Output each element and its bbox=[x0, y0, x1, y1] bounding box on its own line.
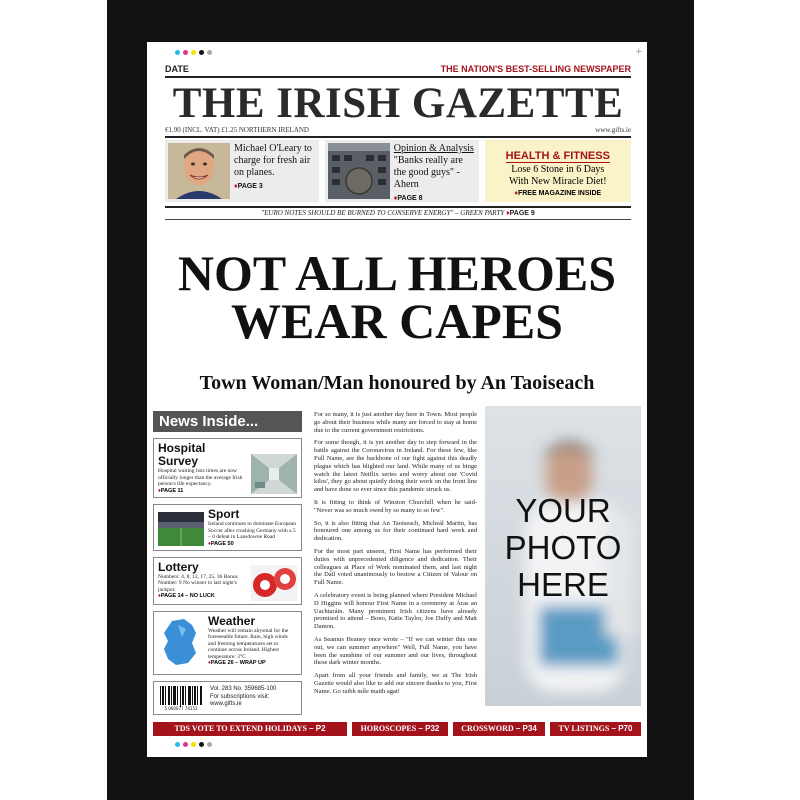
sidebar-item-page: ♦PAGE 26 – WRAP UP bbox=[208, 660, 266, 666]
newspaper-title: THE IRISH GAZETTE bbox=[172, 80, 624, 127]
main-headline bbox=[157, 245, 637, 349]
sidebar-item-hospital[interactable] bbox=[153, 438, 302, 498]
sidebar-item-body: Weather will remain abysmal for the foreseeable future. Rain, high winds and freezing temperatures set to continue across Ireland. Highest temperature: 3°C bbox=[208, 627, 289, 660]
stadium-image bbox=[158, 512, 204, 546]
news-inside-sidebar bbox=[153, 411, 302, 717]
teaser-page-ref: ♦FREE MAGAZINE INSIDE bbox=[514, 190, 602, 197]
subheadline: Town Woman/Man honoured by An Taoiseach bbox=[199, 372, 595, 394]
quote-text: "EURO NOTES SHOULD BE BURNED TO CONSERVE ENERGY" bbox=[261, 209, 454, 217]
footer-item-tv-listings[interactable]: TV LISTINGS – P70 bbox=[550, 722, 641, 736]
newspaper-page bbox=[147, 42, 647, 757]
teaser-text: "Banks really are the good guys" - Ahern bbox=[393, 155, 463, 190]
quote-page-ref: ♦PAGE 9 bbox=[506, 210, 535, 217]
teaser-oleary[interactable] bbox=[165, 140, 319, 202]
teaser-opinion[interactable] bbox=[325, 140, 479, 202]
teaser-title: HEALTH & FITNESS bbox=[505, 150, 610, 162]
article-paragraph: For the most part unseen, First Name has performed their duties with unprecedented diligence and dedication. Their colleagues at Place of Work nominated them, and last night the Dáil voted unanimously to bestow a Citizen of Valour on Full Name. bbox=[314, 547, 477, 587]
teaser-page-ref: ♦PAGE 8 bbox=[393, 195, 423, 202]
footer-item-horoscopes[interactable]: HOROSCOPES – P32 bbox=[352, 722, 448, 736]
footer-item-holidays[interactable]: TDS VOTE TO EXTEND HOLIDAYS – P2 bbox=[153, 722, 347, 736]
sidebar-item-sport[interactable] bbox=[153, 504, 302, 551]
teaser-page-ref: ♦PAGE 3 bbox=[234, 183, 263, 190]
subscribe-url: www.gifts.ie bbox=[210, 701, 242, 708]
portrait-thumbnail bbox=[168, 143, 230, 199]
color-registration-marks-top bbox=[175, 50, 212, 55]
sidebar-item-body: Numbers: 4, 8, 12, 17, 25, 36 Bonus Number: 9 No winner in last night's jackpot. bbox=[158, 573, 238, 593]
sidebar-item-lottery[interactable] bbox=[153, 557, 302, 605]
crop-mark-icon: + bbox=[635, 47, 643, 57]
teaser-line-1: Lose 6 Stone in 6 Days bbox=[511, 164, 605, 175]
building-thumbnail bbox=[328, 143, 390, 199]
volume-text: Vol. 283 No. 359685-100 bbox=[210, 686, 277, 693]
article-paragraph: As Seamus Heaney once wrote – "If we can winter this one out, we can summer anywhere" Well, Full Name, you have been the sunshine of our summer and our lives, throughout these dark winter months. bbox=[314, 635, 477, 667]
quote-source: – GREEN PARTY bbox=[453, 209, 507, 217]
article-paragraph: It is fitting to think of Winston Churchill when he said- "Never was so much owed by so many to so few". bbox=[314, 498, 477, 514]
teaser-line-2: With New Miracle Diet! bbox=[508, 176, 607, 187]
barcode-icon bbox=[158, 685, 204, 711]
sidebar-item-page: ♦PAGE 14 – NO LUCK bbox=[158, 593, 215, 599]
top-line bbox=[165, 64, 631, 74]
article-paragraph: A celebratory event is being planned where President Michael D Higgins will honour First Name in a ceremony at Áras an Uachtaráin. Many prominent Irish citizens have already promised to attend – Bono, Katie Taylor, Joe Duffy and Matt Damon. bbox=[314, 591, 477, 631]
website-text: www.gifts.ie bbox=[595, 126, 631, 134]
masthead-rule-top bbox=[165, 76, 631, 78]
article-body bbox=[314, 411, 477, 701]
tagline: THE NATION'S BEST-SELLING NEWSPAPER bbox=[440, 64, 631, 74]
teaser-title: Opinion & Analysis bbox=[393, 143, 474, 154]
masthead-rule-bottom bbox=[165, 136, 631, 138]
svg-text:5 060077 74153: 5 060077 74153 bbox=[164, 705, 198, 711]
sidebar-item-title: Weather bbox=[208, 613, 256, 628]
sidebar-item-title: Sport bbox=[208, 507, 240, 521]
ireland-weather-map-icon bbox=[158, 615, 204, 671]
footer-bar bbox=[153, 722, 641, 736]
sidebar-item-title: Hospital Survey bbox=[158, 441, 206, 468]
sidebar-item-page: ♦PAGE 50 bbox=[208, 540, 234, 547]
quote-bar bbox=[165, 209, 631, 217]
hospital-corridor-image bbox=[251, 454, 297, 494]
photo-placeholder-label: YOUR PHOTO HERE bbox=[504, 492, 622, 603]
sidebar-item-page: ♦PAGE 11 bbox=[158, 487, 184, 494]
teaser-health[interactable] bbox=[485, 140, 631, 202]
headline-line-2: WEAR CAPES bbox=[231, 293, 563, 349]
price-line bbox=[165, 126, 631, 134]
article-paragraph: For so many, it is just another day here in Town. Most people go about their business while many are forced to stay at home due to the current government restrictions. bbox=[314, 411, 477, 434]
sidebar-item-body: Hospital waiting lists times are now officially longer than the average Irish person's life expectancy. bbox=[158, 468, 243, 487]
price-text: €1.90 (INCL. VAT) £1.25 NORTHERN IRELAND bbox=[165, 126, 309, 134]
footer-item-crossword[interactable]: CROSSWORD – P34 bbox=[453, 722, 545, 736]
headline-line-1: NOT ALL HEROES bbox=[177, 245, 617, 301]
subscribe-text: For subscriptions visit: bbox=[210, 693, 270, 700]
article-paragraph: Apart from all your friends and family, we at The Irish Gazette would also like to add our sincere thanks to you, First Name. Go raibh míle maith agat! bbox=[314, 672, 477, 695]
quote-rule-top bbox=[165, 206, 631, 208]
teaser-text: Michael O'Leary to charge for fresh air on planes. bbox=[234, 143, 312, 178]
sidebar-item-weather[interactable] bbox=[153, 611, 302, 675]
color-registration-marks-bottom bbox=[175, 742, 212, 747]
sidebar-item-title: Lottery bbox=[158, 559, 199, 574]
quote-rule-bottom bbox=[165, 219, 631, 220]
teaser-row bbox=[165, 140, 631, 202]
lottery-balls-image bbox=[251, 565, 297, 601]
article-paragraph: For some though, it is yet another day to step forward in the battle against the Coronavirus in Ireland. For these few, like Full Name, are the backbone of our fight against this deadly plague which has blighted our land. While many of us binge watch the latest Netflix series and worry about our 'Covid kilos', they go about quietly doing their work on the front line and have done so ever since this pandemic struck us. bbox=[314, 439, 477, 494]
news-inside-heading: News Inside... bbox=[153, 411, 302, 432]
article-paragraph: So, it is also fitting that An Taoiseach, Micheál Martin, has honoured one among us for their continued hard work and dedication. bbox=[314, 519, 477, 543]
barcode-box bbox=[153, 681, 302, 715]
sidebar-item-body: Ireland continues to dominate European Soccer after crushing Germany with a 5 – 0 defeat in Lansdowne Road bbox=[208, 521, 296, 540]
date-label: DATE bbox=[165, 64, 189, 74]
